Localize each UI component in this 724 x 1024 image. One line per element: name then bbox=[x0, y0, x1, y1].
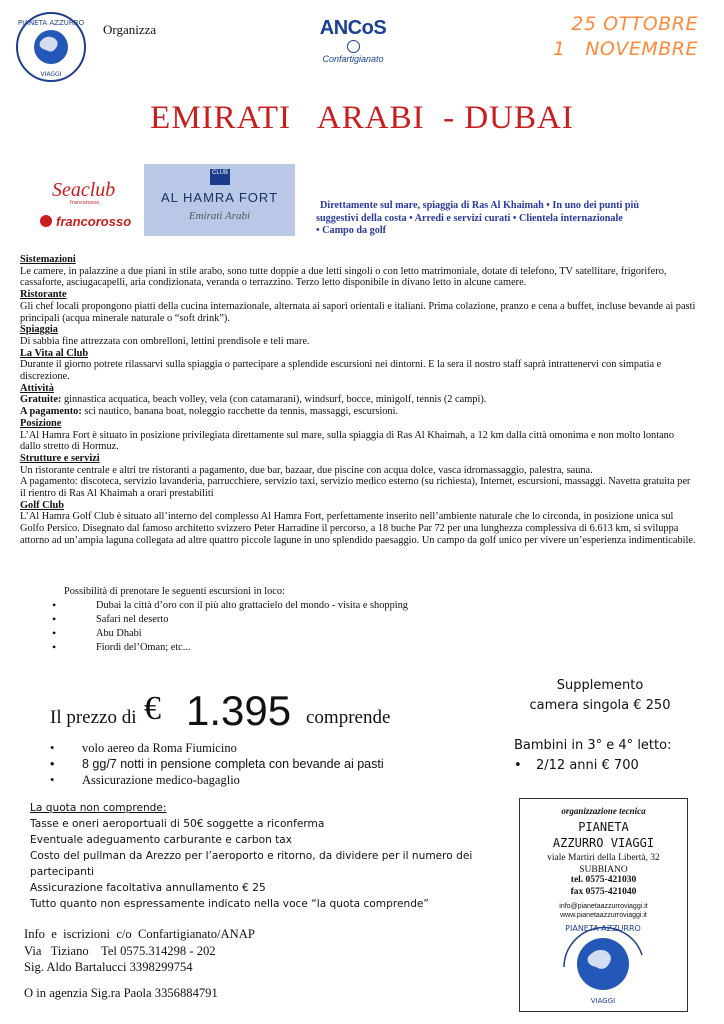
section-heading: Golf Club bbox=[20, 499, 64, 511]
gratuite-label: Gratuite: bbox=[20, 394, 62, 406]
technical-organizer-box bbox=[519, 798, 688, 1012]
date-start: 25 OTTOBRE bbox=[571, 13, 698, 35]
section-heading: Sistemazioni bbox=[20, 254, 76, 265]
children-discount bbox=[514, 736, 704, 776]
list-item: • 8 gg/7 notti in pensione completa con bevande ai pasti bbox=[50, 756, 470, 772]
ancos-sub: Confartigianato bbox=[322, 54, 384, 64]
globe-icon bbox=[556, 917, 650, 1007]
svg-text:PIANETA AZZURRO: PIANETA AZZURRO bbox=[17, 19, 85, 27]
agency-email[interactable]: info@pianetaazzurroviaggi.it bbox=[559, 903, 648, 910]
al-hamra-fort-logo bbox=[144, 164, 295, 236]
svg-text:VIAGGI: VIAGGI bbox=[40, 71, 62, 78]
children-title: Bambini in 3° e 4° letto: bbox=[514, 738, 672, 753]
agency-city: SUBBIANO bbox=[579, 864, 628, 875]
agency-tel: tel. 0575-421030 bbox=[570, 875, 637, 885]
not-included-heading: La quota non comprende: bbox=[30, 802, 167, 814]
list-item: Costo del pullman da Arezzo per l’aeroporto e ritorno, da dividere per il numero dei partecipanti bbox=[30, 850, 473, 878]
agency-address bbox=[520, 853, 687, 876]
supplement-single: camera singola € 250 bbox=[529, 698, 671, 713]
list-item: • Fiordi del’Oman; etc... bbox=[64, 642, 684, 654]
info-line: Sig. Aldo Bartalucci 3398299754 bbox=[24, 960, 193, 974]
not-included bbox=[30, 800, 510, 912]
section-text: Di sabbia fine attrezzata con ombrelloni, lettini prendisole e teli mare. bbox=[20, 335, 310, 347]
seal-icon bbox=[347, 40, 360, 53]
list-item: • Abu Dhabi bbox=[64, 628, 684, 640]
section-heading: Ristorante bbox=[20, 289, 67, 301]
agency-name bbox=[520, 819, 687, 851]
pianeta-azzurro-logo bbox=[14, 10, 88, 84]
contact-info bbox=[24, 926, 324, 976]
price-comprende: comprende bbox=[306, 707, 391, 728]
section-text: Le camere, in palazzine a due piani in stile arabo, sono tutte doppie a due letti singoli o con letto matrimoniale, dotate di telefono, TV satellitare, frigorifero, cassaforte, asciugacapelli, aria condizionata, veranda o terrazzino. Terzo letto disponibile in divano letto in alcune camere. bbox=[20, 265, 667, 289]
hotel-description bbox=[20, 254, 696, 547]
list-item: Tutto quanto non espressamente indicato nella voce “la quota comprende” bbox=[30, 898, 429, 910]
list-item: • Dubai la città d’oro con il più alto grattacielo del mondo - visita e shopping bbox=[64, 600, 684, 612]
section-text: L’Al Hamra Golf Club è situato all’interno del complesso Al Hamra Fort, perfettamente inserito nell’ambiente naturale che lo circonda, in posizione unica sul Golfo Persico. Disegnato dal famoso architetto svizzero Peter Harradine il percorso, a 18 buche Par 72 per una lunghezza complessiva di 6.613 km, si sviluppa attorno ad un’ampia laguna collegata ad altre quattro piccole lagune in uno splendido paesaggio. Un campo da golf unico per vivere un’esperienza indimenticabile. bbox=[20, 511, 696, 546]
highlight-line: suggestivi della costa • Arredi e servizi curati • Clientela internazionale bbox=[316, 212, 623, 224]
seaclub-text: Seaclub bbox=[52, 179, 116, 201]
list-item: Tasse e oneri aeroportuali di 50€ soggette a riconferma bbox=[30, 818, 325, 830]
section-text: Gli chef locali propongono piatti della cucina internazionale, alternata ai sapori orientali e italiani. Prima colazione, pranzo e cena a buffet, incluse bevande ai pasti principali (acqua minerale naturale o “soft drink”). bbox=[20, 300, 696, 324]
dates bbox=[553, 12, 698, 62]
section-heading: Attività bbox=[20, 382, 54, 394]
page-title: EMIRATI ARABI - DUBAI bbox=[150, 100, 574, 136]
agency-name-2: AZZURRO VIAGGI bbox=[552, 836, 655, 850]
excursion-list bbox=[64, 600, 684, 654]
svg-text:VIAGGI: VIAGGI bbox=[590, 997, 616, 1005]
svg-text:PIANETA AZZURRO: PIANETA AZZURRO bbox=[565, 924, 641, 933]
children-price: • 2/12 anni € 700 bbox=[514, 756, 704, 776]
agency-street: viale Martiri della Libertà, 32 bbox=[547, 853, 660, 863]
francorosso-logo bbox=[38, 212, 134, 230]
agency-fax: fax 0575-421040 bbox=[570, 886, 637, 897]
section-text: Durante il giorno potrete rilassarvi sulla spiaggia o partecipare a splendide escursioni nei dintorni. E la sera il nostro staff saprà intrattenervi con simpatia e discrezione. bbox=[20, 359, 662, 383]
section-text bbox=[20, 394, 696, 406]
section-heading: Spiaggia bbox=[20, 324, 58, 336]
agency-website[interactable]: www.pianetaazzurroviaggi.it bbox=[560, 912, 647, 919]
highlight-line: Direttamente sul mare, spiaggia di Ras Al Khaimah • In uno dei punti più bbox=[320, 200, 640, 211]
section-text: A pagamento: discoteca, servizio lavanderia, parrucchiere, servizio taxi, servizio medico esterno (su richiesta), Internet, escursioni, massaggi. Navetta gratuita per il rientro di Ras Al Khaimah a orari prestabiliti bbox=[20, 476, 691, 500]
info-line: Via Tiziano Tel 0575.314298 - 202 bbox=[24, 943, 216, 958]
section-heading: La Vita al Club bbox=[20, 347, 89, 359]
francorosso-text: francorosso bbox=[56, 214, 132, 229]
hamra-name: AL HAMRA FORT bbox=[160, 190, 279, 205]
price-heading bbox=[50, 687, 470, 738]
club-badge: CLUB bbox=[210, 169, 230, 185]
included-list bbox=[50, 740, 470, 788]
highlight-line: • Campo da golf bbox=[316, 225, 387, 237]
hotel-highlights bbox=[316, 200, 661, 238]
list-item: • Safari nel deserto bbox=[64, 614, 684, 626]
date-end: 1 NOVEMBRE bbox=[552, 38, 698, 60]
organizza-label: Organizza bbox=[103, 22, 157, 37]
price-label: Il prezzo di bbox=[50, 707, 137, 728]
euro-symbol: € bbox=[144, 690, 161, 727]
svg-text:francorosso: francorosso bbox=[70, 200, 100, 206]
pagamento-text: sci nautico, banana boat, noleggio racchette da tennis, massaggi, escursioni. bbox=[81, 406, 399, 418]
list-item: Assicurazione facoltativa annullamento € 25 bbox=[30, 882, 266, 894]
section-text: Un ristorante centrale e altri tre ristoranti a pagamento, due bar, bazaar, due piscine con acqua dolce, vasca idromassaggio, palestra, sauna. bbox=[20, 464, 593, 476]
pagamento-label: A pagamento: bbox=[20, 406, 82, 418]
supplement-title: Supplemento bbox=[556, 678, 644, 693]
hamra-sub: Emirati Arabi bbox=[188, 210, 251, 222]
section-heading: Strutture e servizi bbox=[20, 452, 100, 464]
seaclub-logo bbox=[50, 172, 128, 206]
ancos-name: ANCoS bbox=[319, 17, 387, 39]
section-text bbox=[20, 406, 696, 418]
gratuite-text: ginnastica acquatica, beach volley, vela (con catamarani), windsurf, bocce, minigolf, tennis (2 campi). bbox=[61, 394, 487, 406]
list-item: Eventuale adeguamento carburante e carbon tax bbox=[30, 834, 293, 846]
list-item: • volo aereo da Roma Fiumicino bbox=[50, 740, 470, 756]
info-line: Info e iscrizioni c/o Confartigianato/ANAP bbox=[24, 927, 255, 941]
agency-name-1: PIANETA bbox=[578, 820, 629, 834]
ancos-logo bbox=[318, 18, 388, 78]
section-text: L’Al Hamra Fort è situato in posizione privilegiata direttamente sul mare, sulla spiaggia di Ras Al Khaimah, a 12 km dalla città omonima e non molto lontano dallo stretto di Hormuz. bbox=[20, 429, 675, 453]
org-label: organizzazione tecnica bbox=[561, 806, 646, 816]
price-amount: 1.395 bbox=[186, 687, 292, 734]
excursions-intro: Possibilità di prenotare le seguenti escursioni in loco: bbox=[64, 586, 285, 597]
agency-contact: O in agenzia Sig.ra Paola 3356884791 bbox=[24, 986, 218, 1000]
section-heading: Posizione bbox=[20, 417, 62, 429]
agency-phones bbox=[520, 875, 687, 898]
supplement bbox=[510, 676, 690, 716]
list-item: • Assicurazione medico-bagaglio bbox=[50, 772, 470, 788]
excursions bbox=[64, 586, 684, 657]
